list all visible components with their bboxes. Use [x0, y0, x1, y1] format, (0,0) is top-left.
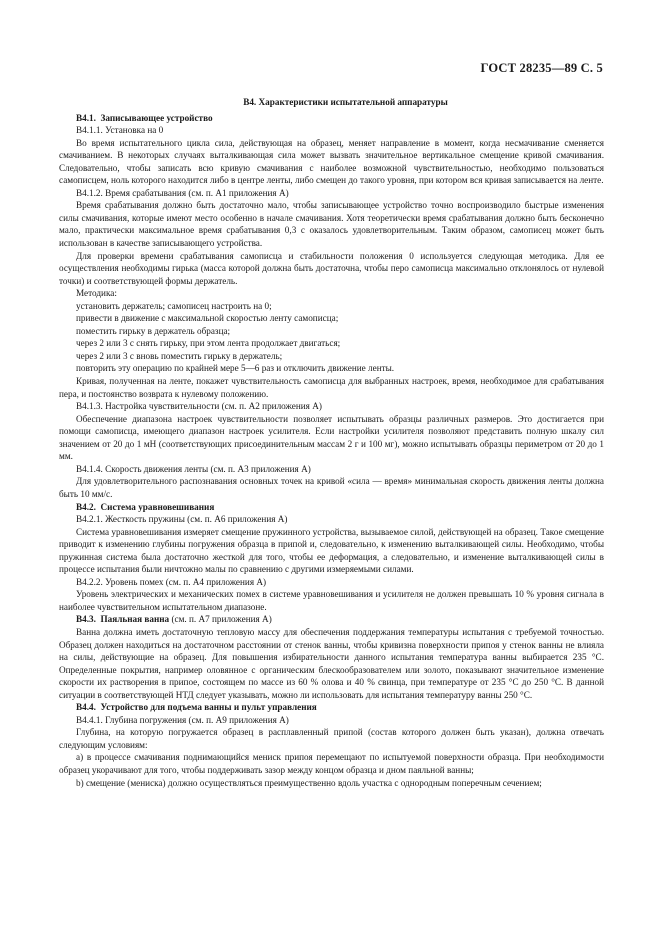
section-title: В4. Характеристики испытательной аппаратуры	[243, 97, 448, 107]
heading-b41	[59, 112, 604, 125]
page-content	[59, 96, 604, 789]
method-step: поместить гирьку в держатель образца;	[76, 325, 231, 336]
paragraph-7: Система уравновешивания измеряет смещение пружинного устройства, вызываемое силой, действующей на образец. Такое смещение приводит к изменению глубины погружения образца в припой и, следовательно, к изменению выталкивающей силы. Необходимо, чтобы пружинная система была достаточно жесткой для того, чтобы ее деформация, а следовательно, и изменение выталкивающей силы в процессе испытания были ничтожно малы по сравнению с другими измеряемыми силами.	[59, 526, 604, 575]
heading-b43	[59, 613, 604, 626]
heading-b42-title: Система уравновешивания	[100, 501, 215, 512]
method-step: привести в движение с максимальной скоростью ленту самописца;	[76, 313, 339, 324]
heading-b411: В4.1.1. Установка на 0	[76, 125, 164, 136]
heading-b42	[59, 501, 604, 514]
method-step: установить держатель; самописец настроить на 0;	[76, 300, 272, 311]
heading-b43-title: Паяльная ванна	[100, 614, 170, 625]
paragraph-11: а) в процессе смачивания поднимающийся мениск припоя перемещают по испытуемой поверхности образца. При необходимости образец укорачивают для того, чтобы поддерживать зазор между концом образца и дном паяльной ванны;	[59, 752, 604, 775]
heading-b43-ref: (см. п. А7 приложения А)	[169, 614, 272, 625]
page-header: ГОСТ 28235—89 С. 5	[480, 61, 603, 75]
paragraph-6: Для удовлетворительного распознавания основных точек на кривой «сила — время» минимальная скорость движения ленты должна быть 10 мм/с.	[59, 476, 604, 499]
paragraph-2: Время срабатывания должно быть достаточно мало, чтобы записывающее устройство точно воспроизводило быстрые изменения силы смачивания, которые имеют место особенно в начале смачивания. Хотя теоретически время срабатывания должно быть бесконечно мало, практически максимальное время срабатывания 0,3 с оказалось удовлетворительным. Таким образом, самописец может быть использован в качестве записывающего устройства.	[59, 200, 604, 249]
method-step: через 2 или 3 с вновь поместить гирьку в держатель;	[76, 350, 283, 361]
paragraph-1: Во время испытательного цикла сила, действующая на образец, меняет направление в момент, когда несмачивание сменяется смачиванием. В некоторых случаях выталкивающая сила может вызвать значительное вертикальное смещение кривой смачивания. Следовательно, чтобы записать всю кривую смачивания с наиболее возможной чувствительностью, необходимо пользоваться самописцем, ноль которого находится либо в центре ленты, либо смещен до такого уровня, при котором вся кривая записывается на ленте.	[59, 137, 604, 186]
paragraph-3: Для проверки времени срабатывания самописца и стабильности положения 0 используется следующая методика. Для ее осуществления необходимы гирька (масса которой должна быть достаточна, чтобы перо самописца максимально отклонялось от нулевой точки) и соответствующей формы держатель.	[59, 250, 604, 286]
paragraph-5: Обеспечение диапазона настроек чувствительности позволяет испытывать образцы различных размеров. Это достигается при помощи самописца, имеющего диапазон настроек усилителя. Если настройки усилителя позволяют представить полную шкалу сил значением от 20 до 1 мН (соответствующих присоединительным массам 2 г и 100 мг), можно испытывать образцы периметром от 20 до 1 мм.	[59, 413, 604, 462]
heading-b412: В4.1.2. Время срабатывания (см. п. А1 приложения А)	[76, 187, 289, 198]
heading-b413: В4.1.3. Настройка чувствительности (см. п. А2 приложения А)	[76, 401, 322, 412]
heading-b44	[59, 701, 604, 714]
heading-b44-num: В4.4.	[76, 702, 96, 713]
heading-b414: В4.1.4. Скорость движения ленты (см. п. А3 приложения А)	[76, 463, 311, 474]
heading-b42-num: В4.2.	[76, 501, 96, 512]
paragraph-9: Ванна должна иметь достаточную тепловую массу для обеспечения поддержания температуры испытания с требуемой точностью. Образец должен находиться на достаточном расстоянии от стенок ванны, чтобы кривизна поверхности припоя у стенок ванны не влияла на силы, действующие на образец. Для повышения избирательности данного испытания температура ванны выбирается 235 °С. Определенные покрытия, например оловянное с органическим блескообразователем или золото, показывают значительное изменение скорости их растворения в припое, состоящем по массе из 60 % олова и 40 % свинца, при температуре от 235 °С до 250 °С. В данной ситуации в соответствующей НТД следует указывать, можно ли использовать для испытания температуру ванны 250 °С.	[59, 626, 604, 700]
heading-b441: В4.4.1. Глубина погружения (см. п. А9 приложения А)	[76, 714, 289, 725]
heading-b43-num: В4.3.	[76, 614, 96, 625]
method-step: повторить эту операцию по крайней мере 5—6 раз и отключить движение ленты.	[76, 363, 395, 374]
heading-b41-num: В4.1.	[76, 112, 96, 123]
paragraph-8: Уровень электрических и механических помех в системе уравновешивания и усилителя не должен превышать 10 % уровня сигнала в наиболее чувствительном испытательном диапазоне.	[59, 589, 604, 612]
paragraph-4: Кривая, полученная на ленте, покажет чувствительность самописца для выбранных настроек, время, необходимое для срабатывания пера, и постоянство возврата к нулевому положению.	[59, 376, 604, 399]
paragraph-10: Глубина, на которую погружается образец в расплавленный припой (состав которого должен быть указан), должна отвечать следующим условиям:	[59, 727, 604, 750]
heading-b41-title: Записывающее устройство	[100, 112, 213, 123]
method-label: Методика:	[76, 288, 117, 299]
heading-b44-title: Устройство для подъема ванны и пульт управления	[100, 702, 317, 713]
paragraph-12: b) смещение (мениска) должно осуществляться преимущественно вдоль участка с однородным поперечным сечением;	[76, 777, 542, 788]
heading-b422: В4.2.2. Уровень помех (см. п. А4 приложения А)	[76, 576, 267, 587]
method-step: через 2 или 3 с снять гирьку, при этом лента продолжает двигаться;	[76, 338, 341, 349]
heading-b421: В4.2.1. Жесткость пружины (см. п. А6 приложения А)	[76, 514, 288, 525]
